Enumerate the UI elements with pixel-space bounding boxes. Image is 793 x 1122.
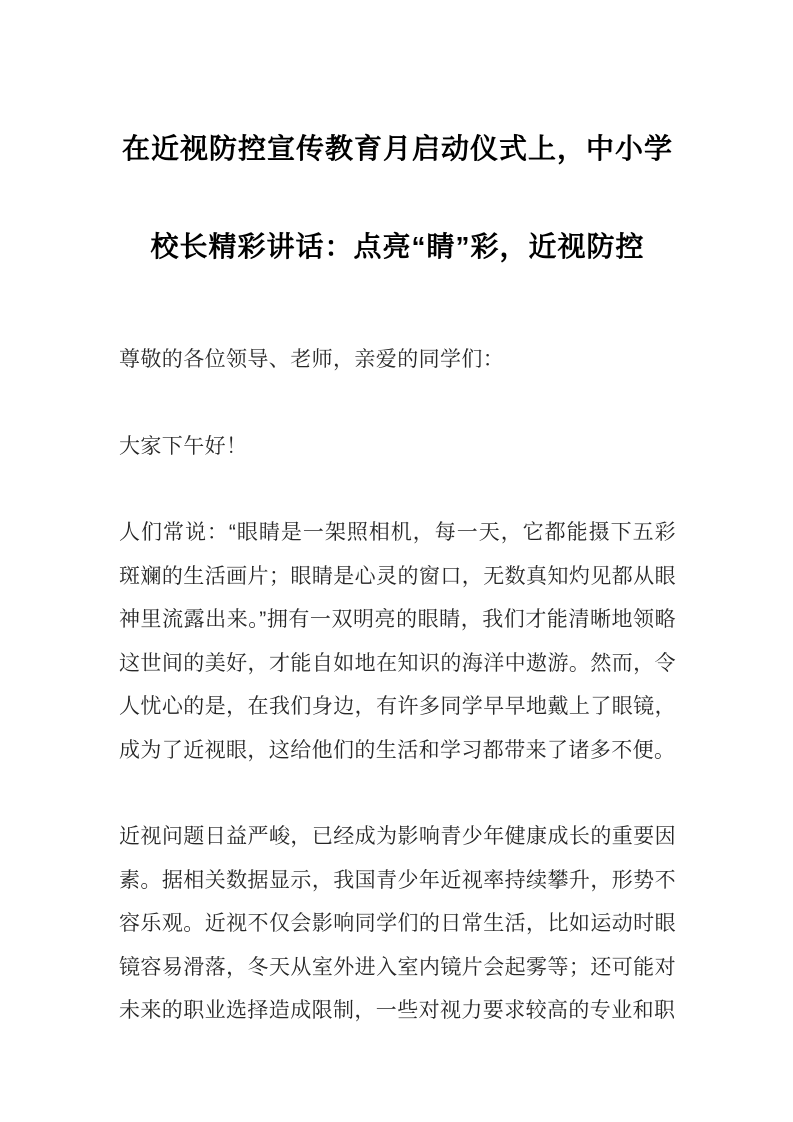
paragraph-salutation: 尊敬的各位领导、老师，亲爱的同学们： xyxy=(119,348,505,371)
paragraph-greeting: 大家下午好！ xyxy=(119,434,248,458)
document-title xyxy=(119,100,676,296)
title-line-2: 校长精彩讲话：点亮“睛”彩，近视防控 xyxy=(150,231,645,262)
paragraph-body-myopia-problem: 近视问题日益严峻，已经成为影响青少年健康成长的重要因素。据相关数据显示，我国青少年近视率持续攀升，形势不容乐观。近视不仅会影响同学们的日常生活，比如运动时眼镜容易滑落，冬天从室外进入室内镜片会起雾等；还可能对未来的职业选择造成限制，一些对视力要求较高的专业和职 xyxy=(119,825,676,1022)
title-line-1: 在近视防控宣传教育月启动仪式上，中小学 xyxy=(121,133,673,164)
paragraph-body-eyes-metaphor: 人们常说：“眼睛是一架照相机，每一天，它都能摄下五彩斑斓的生活画片；眼睛是心灵的窗口，无数真知灼见都从眼神里流露出来。”拥有一双明亮的眼睛，我们才能清晰地领略这世间的美好，才能自如地在知识的海洋中遨游。然而，令人忧心的是，在我们身边，有许多同学早早地戴上了眼镜，成为了近视眼，这给他们的生活和学习都带来了诸多不便。 xyxy=(119,521,676,762)
